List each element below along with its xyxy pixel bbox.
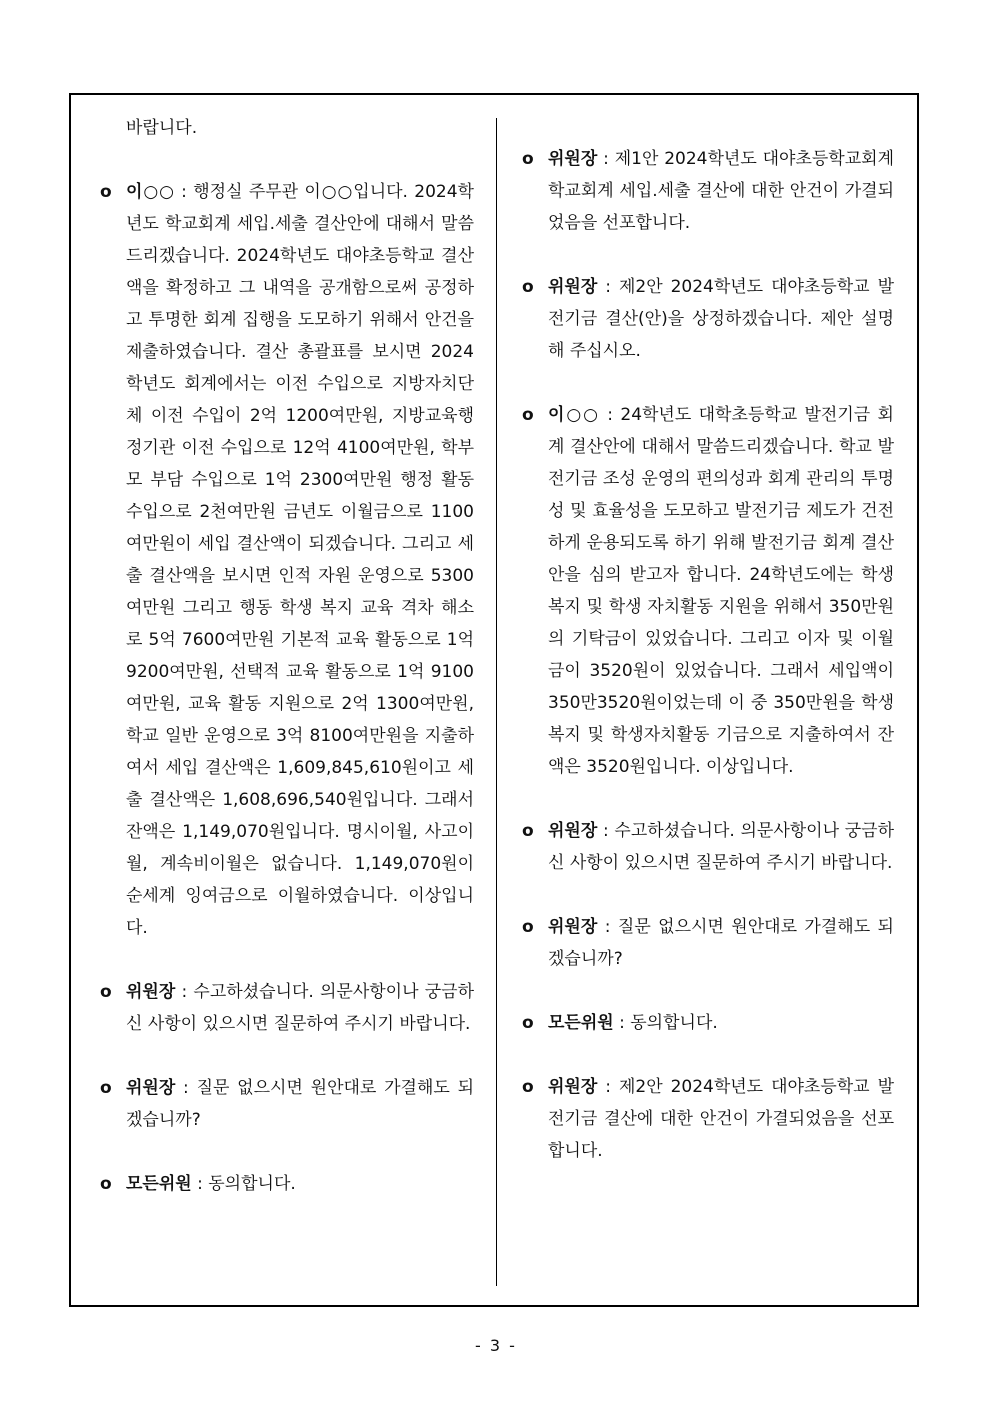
speaker-name: 위원장 xyxy=(126,1078,176,1098)
minutes-paragraph xyxy=(518,399,894,783)
speaker-separator: : xyxy=(597,149,615,169)
speaker-name: 위원장 xyxy=(548,1077,598,1097)
speaker-name: 이○○ xyxy=(548,405,600,425)
speaker-name: 위원장 xyxy=(126,982,176,1002)
bullet-marker: o xyxy=(100,182,112,202)
bullet-marker: o xyxy=(522,821,534,841)
bullet-marker: o xyxy=(522,1077,534,1097)
bullet-marker: o xyxy=(522,917,534,937)
speaker-name: 모든위원 xyxy=(548,1013,614,1033)
paragraph-text: 질문 없으시면 원안대로 가결해도 되겠습니까? xyxy=(548,917,894,969)
bullet-marker: o xyxy=(522,277,534,297)
paragraph-text: 제1안 2024학년도 대야초등학교회계 학교회계 세입.세출 결산에 대한 안건이 가결되었음을 선포합니다. xyxy=(548,149,894,233)
speaker-separator: : xyxy=(191,1174,209,1194)
speaker-name: 위원장 xyxy=(548,277,598,297)
speaker-separator: : xyxy=(174,182,194,202)
speaker-name: 위원장 xyxy=(548,821,598,841)
minutes-paragraph xyxy=(96,176,474,944)
speaker-separator: : xyxy=(175,982,194,1002)
minutes-paragraph xyxy=(518,911,894,975)
bullet-marker: o xyxy=(100,982,112,1002)
paragraph-text: 제2안 2024학년도 대야초등학교 발전기금 결산에 대한 안건이 가결되었음을 선포합니다. xyxy=(548,1077,894,1161)
speaker-name: 이○○ xyxy=(126,182,175,202)
speaker-name: 위원장 xyxy=(548,917,598,937)
speaker-separator: : xyxy=(597,821,615,841)
continuation-text: 바랍니다. xyxy=(126,118,198,138)
minutes-paragraph xyxy=(518,815,894,879)
minutes-paragraph xyxy=(518,271,894,367)
paragraph-text: 행정실 주무관 이○○입니다. 2024학년도 학교회계 세입.세출 결산안에 대해서 말씀드리겠습니다. 2024학년도 대야초등학교 결산액을 확정하고 그 내역을 공개함으로써 공정하고 투명한 회계 집행을 도모하기 위해서 안건을 제출하였습니다. 결산 총괄표를 보시면 2024학년도 회계에서는 이전 수입으로 지방자치단체 이전 수입이 2억 1200여만원, 지방교육행정기관 이전 수입으로 12억 4100여만원, 학부모 부담 수입으로 1억 2300여만원 행정 활동 수입으로 2천여만원 금년도 이월금으로 1100여만원이 세입 결산액이 되겠습니다. 그리고 세출 결산액을 보시면 인적 자원 운영으로 5300여만원 그리고 행동 학생 복지 교육 격차 해소로 5억 7600여만원 기본적 교육 활동으로 1억 9200여만원, 선택적 교육 활동으로 1억 9100여만원, 교육 활동 지원으로 2억 1300여만원, 학교 일반 운영으로 3억 8100여만원을 지출하여서 세입 결산액은 1,609,845,610원이고 세출 결산액은 1,608,696,540원입니다. 그래서 잔액은 1,149,070원입니다. 명시이월, 사고이월, 계속비이월은 없습니다. 1,149,070원이 순세계 잉여금으로 이월하였습니다. 이상입니다. xyxy=(126,182,474,938)
paragraph-text: 동의합니다. xyxy=(208,1174,296,1194)
page-number: - 3 - xyxy=(475,1336,517,1355)
speaker-separator: : xyxy=(597,277,619,297)
left-column xyxy=(96,112,474,1200)
bullet-marker: o xyxy=(100,1174,112,1194)
speaker-name: 위원장 xyxy=(548,149,598,169)
minutes-paragraph xyxy=(518,1071,894,1167)
speaker-separator: : xyxy=(597,1077,619,1097)
paragraph-text: 질문 없으시면 원안대로 가결해도 되겠습니까? xyxy=(126,1078,474,1130)
bullet-marker: o xyxy=(522,1013,534,1033)
bullet-marker: o xyxy=(522,405,534,425)
paragraph-text: 수고하셨습니다. 의문사항이나 궁금하신 사항이 있으시면 질문하여 주시기 바랍니다. xyxy=(548,821,894,873)
speaker-separator: : xyxy=(599,405,621,425)
bullet-marker: o xyxy=(100,1078,112,1098)
speaker-separator: : xyxy=(175,1078,197,1098)
paragraph-text: 수고하셨습니다. 의문사항이나 궁금하신 사항이 있으시면 질문하여 주시기 바랍니다. xyxy=(126,982,474,1034)
speaker-separator: : xyxy=(613,1013,631,1033)
minutes-paragraph xyxy=(96,976,474,1040)
paragraph-text: 동의합니다. xyxy=(630,1013,718,1033)
minutes-paragraph xyxy=(96,1168,474,1200)
speaker-separator: : xyxy=(597,917,618,937)
bullet-marker: o xyxy=(522,149,534,169)
right-column xyxy=(518,143,894,1167)
paragraph-text: 24학년도 대학초등학교 발전기금 회계 결산안에 대해서 말씀드리겠습니다. 학교 발전기금 조성 운영의 편의성과 회계 관리의 투명성 및 효율성을 도모하고 발전기금 제도가 건전하게 운용되도록 하기 위해 발전기금 회계 결산안을 심의 받고자 합니다. 24학년도에는 학생 복지 및 학생 자치활동 지원을 위해서 350만원의 기탁금이 있었습니다. 그리고 이자 및 이월금이 3520원이 있었습니다. 그래서 세입액이 350만3520원이었는데 이 중 350만원을 학생복지 및 학생자치활동 기금으로 지출하여서 잔액은 3520원입니다. 이상입니다. xyxy=(548,405,894,777)
minutes-paragraph xyxy=(518,1007,894,1039)
paragraph-text: 제2안 2024학년도 대야초등학교 발전기금 결산(안)을 상정하겠습니다. 제안 설명해 주십시오. xyxy=(548,277,894,361)
minutes-paragraph xyxy=(96,1072,474,1136)
speaker-name: 모든위원 xyxy=(126,1174,192,1194)
column-divider xyxy=(496,118,497,1286)
minutes-paragraph xyxy=(518,143,894,239)
